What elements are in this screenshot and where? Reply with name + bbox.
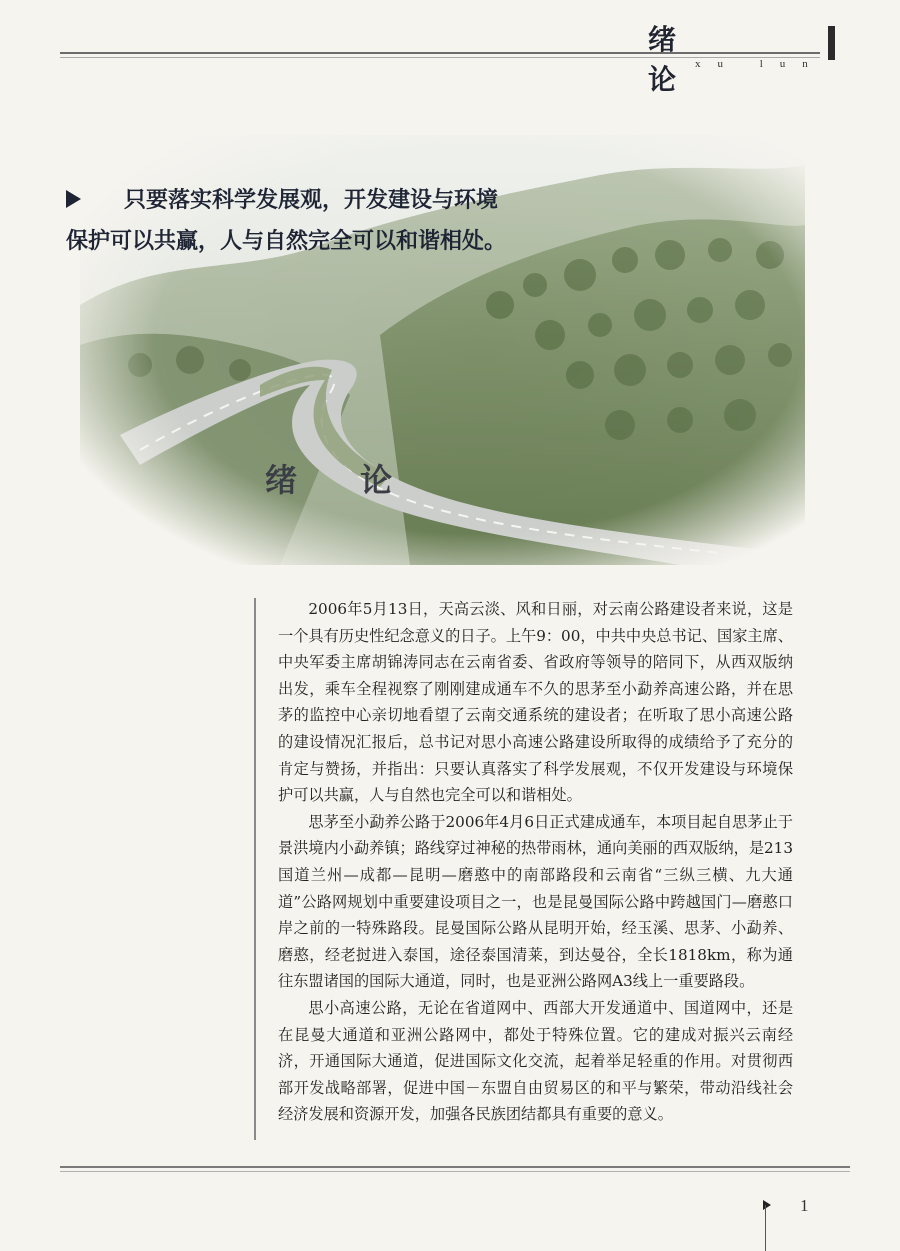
body-paragraph-3: 思小高速公路，无论在省道网中、西部大开发通道中、国道网中，还是在昆曼大通道和亚洲公路网中，都处于特殊位置。它的建成对振兴云南经济，开通国际大通道，促进国际文化交流，起着举足轻重的作用。对贯彻西部开发战略部署，促进中国－东盟自由贸易区的和平与繁荣，带动沿线社会经济发展和资源开发，加强各民族团结都具有重要的意义。 bbox=[278, 998, 793, 1124]
body-paragraph-2: 思茅至小勐养公路于2006年4月6日正式建成通车，本项目起自思茅止于景洪境内小勐养镇；路线穿过神秘的热带雨林，通向美丽的西双版纳，是213国道兰州—成都—昆明—磨憨中的南部路段和云南省“三纵三横、九大通道”公路网规划中重要建设项目之一，也是昆曼国际公路中跨越国门—磨憨口岸之前的一特殊路段。昆曼国际公路从昆明开始，经玉溪、思茅、小勐养、磨憨，经老挝进入泰国，途径泰国清莱，到达曼谷，全长1818km，称为通往东盟诸国的国际大通道，同时，也是亚洲公路网A3线上一重要路段。 bbox=[278, 812, 793, 991]
footer-vertical-line bbox=[765, 1205, 766, 1251]
header-bar-mark bbox=[828, 26, 835, 60]
body-text bbox=[278, 596, 793, 1128]
running-pinyin: xu lun bbox=[695, 58, 825, 70]
chapter-title: 绪 论 bbox=[265, 461, 419, 499]
running-title: 绪 论 bbox=[648, 23, 689, 96]
page-number: 1 bbox=[800, 1196, 809, 1215]
footer-rule-thin bbox=[60, 1171, 850, 1172]
footer-rule bbox=[60, 1166, 850, 1168]
body-paragraph-1: 2006年5月13日，天高云淡、风和日丽，对云南公路建设者来说，这是一个具有历史性纪念意义的日子。上午9：00，中共中央总书记、国家主席、中央军委主席胡锦涛同志在云南省委、省政府等领导的陪同下，从西双版纳出发，乘车全程视察了刚刚建成通车不久的思茅至小勐养高速公路，并在思茅的监控中心亲切地看望了云南交通系统的建设者；在听取了思小高速公路的建设情况汇报后，总书记对思小高速公路建设所取得的成绩给予了充分的肯定与赞扬，并指出：只要认真落实了科学发展观，不仅开发建设与环境保护可以共赢，人与自然也完全可以和谐相处。 bbox=[278, 600, 793, 805]
body-left-rule bbox=[254, 598, 256, 1140]
chapter-quote: 只要落实科学发展观，开发建设与环境保护可以共赢，人与自然完全可以和谐相处。 bbox=[66, 188, 507, 254]
